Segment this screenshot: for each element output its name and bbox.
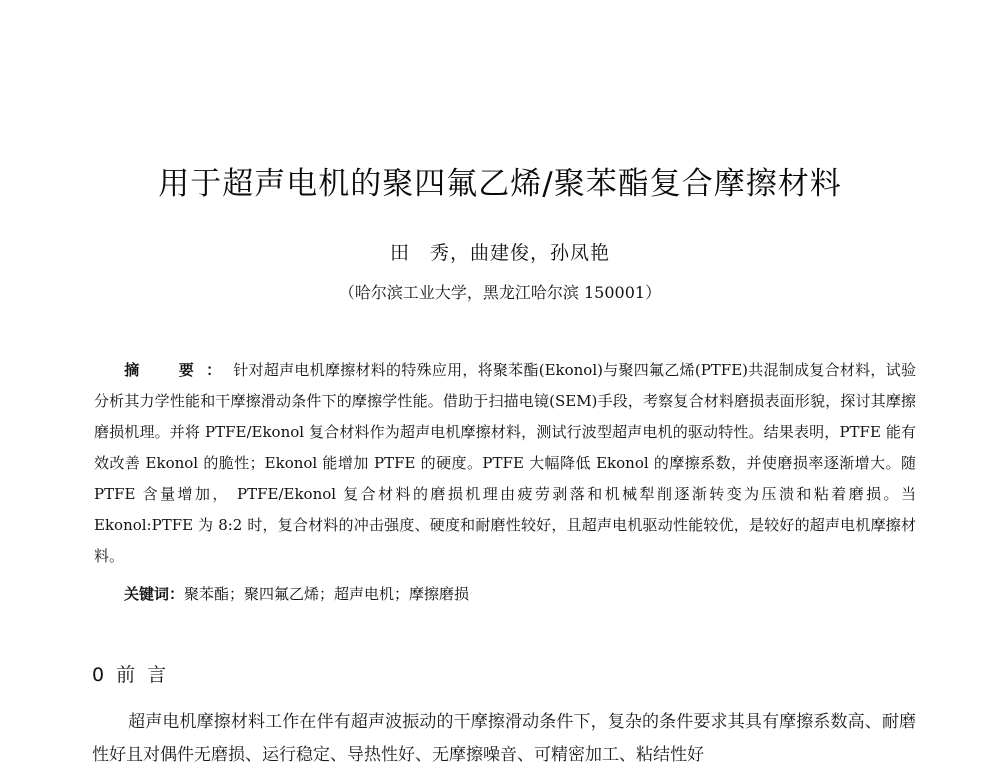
affiliation: （哈尔滨工业大学，黑龙江哈尔滨 150001） [338,283,662,302]
section-paragraph: 超声电机摩擦材料工作在伴有超声波振动的干摩擦滑动条件下，复杂的条件要求其具有摩擦系数高、耐磨性好且对偶件无磨损、运行稳定、导热性好、无摩擦噪音、可精密加工、粘结性好 [92,712,916,765]
keywords-block [124,582,916,606]
keywords-text: 聚苯酯；聚四氟乙烯；超声电机；摩擦磨损 [184,585,470,603]
abstract-block [94,355,916,572]
abstract-label: 摘 要： [124,361,234,379]
abstract-text: 针对超声电机摩擦材料的特殊应用，将聚苯酯(Ekonol)与聚四氟乙烯(PTFE)共混制成复合材料，试验分析其力学性能和干摩擦滑动条件下的摩擦学性能。借助于扫描电镜(SEM)手段，考察复合材料磨损表面形貌，探讨其摩擦磨损机理。并将 PTFE/Ekonol 复合材料作为超声电机摩擦材料，测试行波型超声电机的驱动特性。结果表明，PTFE 能有效改善 Ekonol 的脆性；Ekonol 能增加 PTFE 的硬度。PTFE 大幅降低 Ekonol 的摩擦系数，并使磨损率逐渐增大。随 PTFE 含量增加， PTFE/Ekonol 复合材料的磨损机理由疲劳剥落和机械犁削逐渐转变为压溃和粘着磨损。当 Ekonol:PTFE 为 8:2 时，复合材料的冲击强度、硬度和耐磨性较好，且超声电机驱动性能较优，是较好的超声电机摩擦材料。 [94,361,916,565]
paper-title: 用于超声电机的聚四氟乙烯/聚苯酯复合摩擦材料 [158,166,842,202]
section-body [92,706,916,772]
keywords-label: 关键词： [124,585,185,603]
section-heading: 0 前 言 [92,664,170,686]
author-list: 田 秀，曲建俊，孙凤艳 [389,242,610,264]
